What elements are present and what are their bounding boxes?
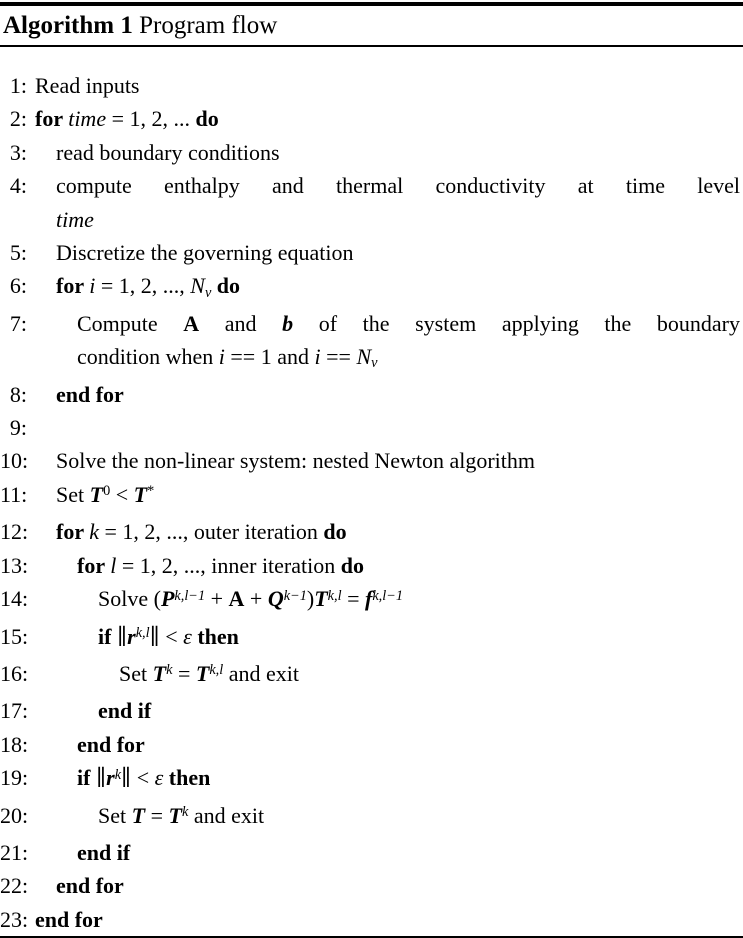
line-number: 19: xyxy=(0,765,29,791)
code-segment: applying xyxy=(501,310,579,336)
line-row xyxy=(77,728,740,761)
code-segment: ∥ < xyxy=(149,623,184,649)
algorithm-line xyxy=(0,903,743,936)
code-segment: k,l xyxy=(327,587,342,604)
algorithm-line xyxy=(0,378,743,411)
algorithm-line xyxy=(0,269,743,306)
line-content xyxy=(35,69,743,102)
code-segment: end for xyxy=(35,906,103,932)
code-segment: = 1, 2, ... xyxy=(106,106,196,132)
code-segment: + xyxy=(244,586,268,612)
code-segment: ε xyxy=(154,765,164,791)
code-segment: k xyxy=(89,519,99,545)
line-content xyxy=(35,478,743,515)
line-row xyxy=(77,836,740,869)
code-segment: T xyxy=(131,802,146,828)
code-segment: T xyxy=(195,660,210,686)
algorithm-line xyxy=(0,69,743,102)
line-number: 22: xyxy=(0,873,29,899)
line-number: 16: xyxy=(0,660,29,686)
code-segment: end if xyxy=(77,839,131,865)
code-segment: do xyxy=(195,106,219,132)
algorithm-line xyxy=(0,694,743,727)
algorithm-line xyxy=(0,478,743,515)
line-content xyxy=(35,269,743,306)
code-segment: b xyxy=(282,310,294,336)
code-segment: = 1, 2, ..., outer iteration xyxy=(98,519,324,545)
code-segment: Read inputs xyxy=(35,73,140,98)
algorithm-figure xyxy=(0,2,743,932)
code-segment: * xyxy=(147,483,155,500)
line-content xyxy=(35,582,743,619)
line-row xyxy=(119,657,740,694)
code-segment: 0 xyxy=(103,483,111,500)
line-row xyxy=(98,799,740,836)
line-number: 13: xyxy=(0,552,29,578)
code-segment: k xyxy=(114,766,122,783)
code-segment: T xyxy=(168,802,182,828)
code-segment: k,l xyxy=(209,662,224,679)
code-segment: k,l−1 xyxy=(174,587,206,604)
code-segment: ∥ < xyxy=(121,765,155,791)
line-content xyxy=(35,102,743,135)
code-segment: i xyxy=(218,344,225,370)
code-segment: P xyxy=(160,586,175,612)
algorithm-line xyxy=(0,307,743,378)
algorithm-line xyxy=(0,444,743,477)
code-segment: < xyxy=(110,481,134,507)
code-segment: ) xyxy=(306,586,315,612)
code-segment: = 1, 2, ..., inner iteration xyxy=(116,552,341,578)
code-segment: end for xyxy=(56,381,124,407)
algorithm-line xyxy=(0,549,743,582)
code-segment: ∥ xyxy=(95,765,107,791)
line-content xyxy=(35,657,743,694)
code-segment: and exit xyxy=(188,802,265,828)
code-segment: Compute xyxy=(77,310,158,336)
code-segment: thermal xyxy=(336,173,404,199)
line-row xyxy=(56,203,740,236)
code-segment: T xyxy=(89,481,104,507)
line-content xyxy=(35,728,743,761)
code-segment: end if xyxy=(98,698,152,724)
line-row xyxy=(56,444,740,477)
code-segment: f xyxy=(365,586,373,612)
algorithm-line xyxy=(0,761,743,798)
code-segment: boundary xyxy=(656,310,740,336)
code-segment: = xyxy=(341,586,365,612)
code-segment: Solve the non-linear system: nested Newton algorithm xyxy=(56,448,536,474)
algorithm-line xyxy=(0,869,743,902)
code-segment: at xyxy=(577,173,594,199)
code-segment: Solve ( xyxy=(98,586,161,612)
algorithm-line xyxy=(0,728,743,761)
line-row xyxy=(77,549,740,582)
line-row xyxy=(56,411,740,444)
code-segment: T xyxy=(314,586,328,612)
code-segment: the xyxy=(362,310,390,336)
code-segment: r xyxy=(127,623,136,649)
line-number: 11: xyxy=(0,481,28,507)
line-content xyxy=(35,799,743,836)
line-number: 7: xyxy=(9,310,27,336)
code-segment: i xyxy=(314,344,321,370)
line-content xyxy=(35,515,743,548)
code-segment: i xyxy=(89,273,96,299)
line-number: 10: xyxy=(0,448,29,474)
line-row xyxy=(56,378,740,411)
code-segment: compute xyxy=(56,173,132,199)
code-segment: and exit xyxy=(223,660,299,686)
code-segment: time xyxy=(56,206,94,232)
code-segment: time xyxy=(68,106,107,132)
code-segment: and xyxy=(272,173,304,199)
algorithm-line xyxy=(0,136,743,169)
line-row xyxy=(35,102,740,135)
code-segment: enthalpy xyxy=(164,173,240,199)
line-row xyxy=(35,69,740,102)
line-content xyxy=(35,378,743,411)
line-number: 2: xyxy=(9,106,27,132)
line-number: 8: xyxy=(9,381,27,407)
code-segment: r xyxy=(106,765,115,791)
line-row xyxy=(77,307,740,340)
code-segment: of xyxy=(318,310,338,336)
algorithm-line xyxy=(0,169,743,236)
line-number: 15: xyxy=(0,623,29,649)
line-content xyxy=(35,307,743,378)
code-segment: A xyxy=(183,310,200,336)
code-segment: k,l−1 xyxy=(372,587,404,604)
algorithm-line xyxy=(0,836,743,869)
code-segment: if xyxy=(77,765,96,791)
line-row xyxy=(77,340,740,377)
algorithm-line xyxy=(0,236,743,269)
code-segment: Discretize the governing equation xyxy=(56,240,354,266)
line-row xyxy=(56,136,740,169)
code-segment: = 1, 2, ..., xyxy=(95,273,191,299)
algorithm-line xyxy=(0,799,743,836)
line-row xyxy=(56,515,740,548)
code-segment: Set xyxy=(98,802,132,828)
code-segment: N xyxy=(356,344,372,370)
line-number: 12: xyxy=(0,519,29,545)
line-content xyxy=(35,444,743,477)
code-segment: Set xyxy=(119,660,153,686)
algorithm-label: Algorithm 1 xyxy=(3,12,133,39)
code-segment: ε xyxy=(183,623,192,649)
line-number: 17: xyxy=(0,698,29,724)
code-segment: l xyxy=(110,552,117,578)
code-segment: + xyxy=(205,586,229,612)
code-segment: == 1 and xyxy=(224,344,315,370)
line-number: 5: xyxy=(9,240,27,266)
code-segment: A xyxy=(228,586,245,612)
line-content xyxy=(35,761,743,798)
code-segment: condition when xyxy=(77,344,219,370)
code-segment: the xyxy=(604,310,632,336)
code-segment: for xyxy=(35,106,69,132)
line-row xyxy=(56,169,740,202)
algorithm-line xyxy=(0,657,743,694)
line-number: 20: xyxy=(0,802,29,828)
code-segment: and xyxy=(224,310,257,336)
code-segment: level xyxy=(697,173,740,199)
code-segment: system xyxy=(415,310,477,336)
line-row xyxy=(98,620,740,657)
line-row xyxy=(56,869,740,902)
line-number: 1: xyxy=(9,73,27,98)
code-segment: = xyxy=(145,802,169,828)
code-segment: k xyxy=(181,804,189,821)
code-segment: ∥ xyxy=(116,623,128,649)
line-number: 9: xyxy=(9,415,27,441)
algorithm-line xyxy=(0,102,743,135)
code-segment: v xyxy=(204,284,212,301)
algorithm-header xyxy=(0,6,743,45)
code-segment: end for xyxy=(56,873,124,899)
algorithm-title: Program flow xyxy=(132,12,278,39)
code-segment: T xyxy=(133,481,148,507)
algorithm-line xyxy=(0,620,743,657)
code-segment: N xyxy=(190,273,205,299)
algorithm-line xyxy=(0,411,743,444)
code-segment: end for xyxy=(77,731,145,757)
code-segment: read boundary conditions xyxy=(56,139,280,165)
code-segment: do xyxy=(340,552,364,578)
code-segment: conductivity xyxy=(435,173,546,199)
code-segment: time xyxy=(625,173,665,199)
code-segment: then xyxy=(197,623,239,649)
line-number: 18: xyxy=(0,731,29,757)
line-content xyxy=(35,620,743,657)
line-content xyxy=(35,549,743,582)
code-segment: do xyxy=(216,273,241,299)
code-segment: for xyxy=(56,519,90,545)
line-number: 4: xyxy=(9,173,27,199)
line-row xyxy=(98,582,740,619)
line-content xyxy=(35,694,743,727)
line-row xyxy=(35,903,740,936)
line-content xyxy=(35,836,743,869)
line-row xyxy=(56,236,740,269)
code-segment: then xyxy=(168,765,211,791)
line-content xyxy=(35,903,743,936)
line-number: 23: xyxy=(0,906,29,932)
code-segment: k−1 xyxy=(283,587,307,604)
line-row xyxy=(98,694,740,727)
code-segment: == xyxy=(320,344,357,370)
line-content xyxy=(35,869,743,902)
algorithm-line xyxy=(0,515,743,548)
code-segment: = xyxy=(172,660,196,686)
line-number: 6: xyxy=(9,273,27,299)
code-segment: for xyxy=(56,273,90,299)
line-number: 14: xyxy=(0,586,29,612)
code-segment: if xyxy=(98,623,117,649)
code-segment: for xyxy=(77,552,111,578)
line-number: 21: xyxy=(0,839,29,865)
line-number: 3: xyxy=(9,139,27,165)
line-content xyxy=(35,169,743,236)
code-segment: do xyxy=(323,519,347,545)
code-segment: Q xyxy=(267,586,284,612)
code-segment: k,l xyxy=(135,625,150,642)
algorithm-body xyxy=(0,47,743,936)
code-segment: Set xyxy=(56,481,90,507)
line-content xyxy=(35,136,743,169)
line-row xyxy=(77,761,740,798)
line-row xyxy=(56,269,740,306)
line-content xyxy=(35,236,743,269)
code-segment: v xyxy=(371,355,378,372)
line-row xyxy=(56,478,740,515)
code-segment: T xyxy=(152,660,167,686)
code-segment: k xyxy=(166,662,173,679)
line-content xyxy=(35,411,743,444)
algorithm-line xyxy=(0,582,743,619)
